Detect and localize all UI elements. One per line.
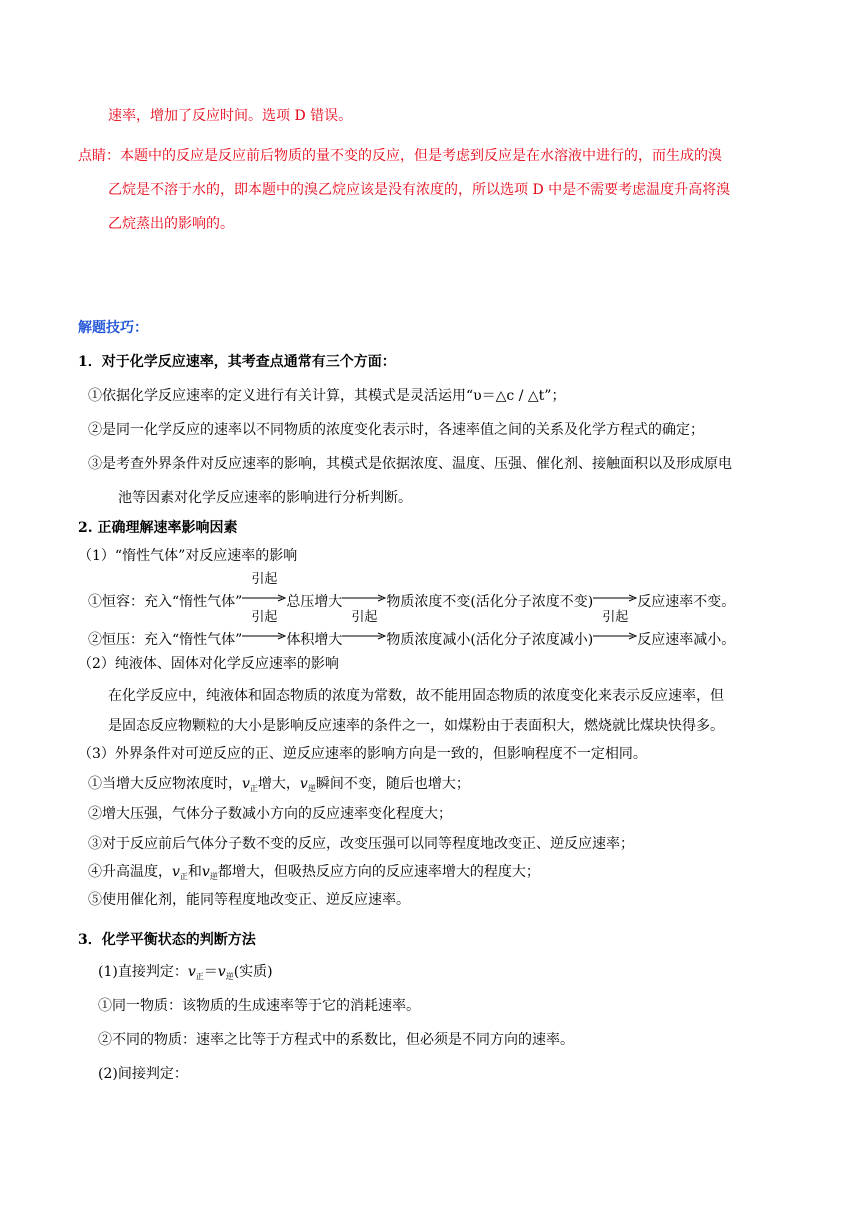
v-symbol: v xyxy=(172,864,180,880)
arrow-icon xyxy=(242,572,286,606)
heading: 1．对于化学反应速率，其考查点通常有三个方面： xyxy=(78,354,396,370)
text: 反应速率减小。 xyxy=(637,632,736,648)
list-item xyxy=(88,862,540,884)
arrow-icon xyxy=(342,610,386,644)
text: 物质浓度不变(活化分子浓度不变) xyxy=(386,594,594,610)
text: 体积增大 xyxy=(286,632,343,648)
list-item: ②不同的物质：速率之比等于方程式中的系数比，但必须是不同方向的速率。 xyxy=(98,1032,574,1048)
text: 增大， xyxy=(257,776,300,792)
text: (实质) xyxy=(233,964,273,980)
text: ＝ xyxy=(203,964,218,980)
text-line: 点睛：本题中的反应是反应前后物质的量不变的反应，但是考虑到反应是在水溶液中进行的，而生成的溴 xyxy=(78,148,722,164)
arrow-icon xyxy=(242,610,286,644)
arrow-icon xyxy=(342,586,386,606)
arrow-label: 引起 xyxy=(602,610,629,625)
list-item: ②增大压强，气体分子数减小方向的反应速率变化程度大； xyxy=(88,806,452,822)
v-symbol: v xyxy=(299,776,308,792)
subscript: 正 xyxy=(249,784,258,793)
subscript: 逆 xyxy=(225,972,234,981)
subheading: （2）纯液体、固体对化学反应速率的影响 xyxy=(78,656,339,672)
arrow-label: 引起 xyxy=(351,610,378,625)
text: ①恒容：充入“惰性气体” xyxy=(88,594,243,610)
v-symbol: v xyxy=(187,964,196,980)
heading: 3．化学平衡状态的判断方法 xyxy=(78,932,256,948)
reaction-line xyxy=(88,572,736,612)
list-item: ⑤使用催化剂，能同等程度地改变正、逆反应速率。 xyxy=(88,892,410,908)
subscript: 正 xyxy=(179,872,188,881)
text: (1)直接判定： xyxy=(98,964,188,980)
text: 和 xyxy=(187,864,202,880)
arrow-label: 引起 xyxy=(251,572,278,587)
heading: 2. 正确理解速率影响因素 xyxy=(78,520,238,536)
text-line: 乙烷蒸出的影响的。 xyxy=(108,216,234,232)
text: 反应速率不变。 xyxy=(637,594,736,610)
reaction-line xyxy=(88,610,736,650)
list-item xyxy=(88,774,470,796)
list-item: ①同一物质：该物质的生成速率等于它的消耗速率。 xyxy=(98,998,420,1014)
text: 物质浓度减小(活化分子浓度减小) xyxy=(386,632,594,648)
arrow-icon xyxy=(593,586,637,606)
section-title: 解题技巧： xyxy=(78,320,148,336)
text-line: 乙烷是不溶于水的，即本题中的溴乙烷应该是没有浓度的，所以选项 D 中是不需要考虑温度升高将溴 xyxy=(108,182,731,198)
arrow-icon xyxy=(593,610,637,644)
subheading: （3）外界条件对可逆反应的正、逆反应速率的影响方向是一致的，但影响程度不一定相同。 xyxy=(78,746,647,762)
text-line: 在化学反应中，纯液体和固态物质的浓度为常数，故不能用固态物质的浓度变化来表示反应速率，但 xyxy=(108,688,724,704)
text: ②恒压：充入“惰性气体” xyxy=(88,632,243,648)
v-symbol: v xyxy=(242,776,250,792)
list-item: ③是考查外界条件对反应速率的影响，其模式是依据浓度、温度、压强、催化剂、接触面积以及形成原电 xyxy=(88,456,732,472)
arrow-label: 引起 xyxy=(251,610,278,625)
subheading: （1）“惰性气体”对反应速率的影响 xyxy=(78,548,298,564)
list-item: ①依据化学反应速率的定义进行有关计算，其模式是灵活运用“υ＝△c / △t”； xyxy=(88,388,566,404)
subscript: 逆 xyxy=(209,872,218,881)
text: ④升高温度， xyxy=(88,864,172,880)
text-line xyxy=(98,962,273,984)
text: 都增大，但吸热反应方向的反应速率增大的程度大； xyxy=(217,864,540,880)
list-item: ②是同一化学反应的速率以不同物质的浓度变化表示时，各速率值之间的关系及化学方程式的确定； xyxy=(88,422,704,438)
list-item: 池等因素对化学反应速率的影响进行分析判断。 xyxy=(118,490,412,506)
text-line: (2)间接判定： xyxy=(98,1066,188,1082)
v-symbol: v xyxy=(201,864,210,880)
subscript: 逆 xyxy=(307,784,316,793)
text-line: 速率，增加了反应时间。选项 D 错误。 xyxy=(108,108,353,124)
text: 总压增大 xyxy=(286,594,343,610)
text: ①当增大反应物浓度时， xyxy=(88,776,242,792)
v-symbol: v xyxy=(217,964,226,980)
text: 瞬间不变，随后也增大； xyxy=(315,776,470,792)
subscript: 正 xyxy=(195,972,204,981)
list-item: ③对于反应前后气体分子数不变的反应，改变压强可以同等程度地改变正、逆反应速率； xyxy=(88,836,634,852)
text-line: 是固态反应物颗粒的大小是影响反应速率的条件之一，如煤粉由于表面积大，燃烧就比煤块快得多。 xyxy=(108,718,724,734)
